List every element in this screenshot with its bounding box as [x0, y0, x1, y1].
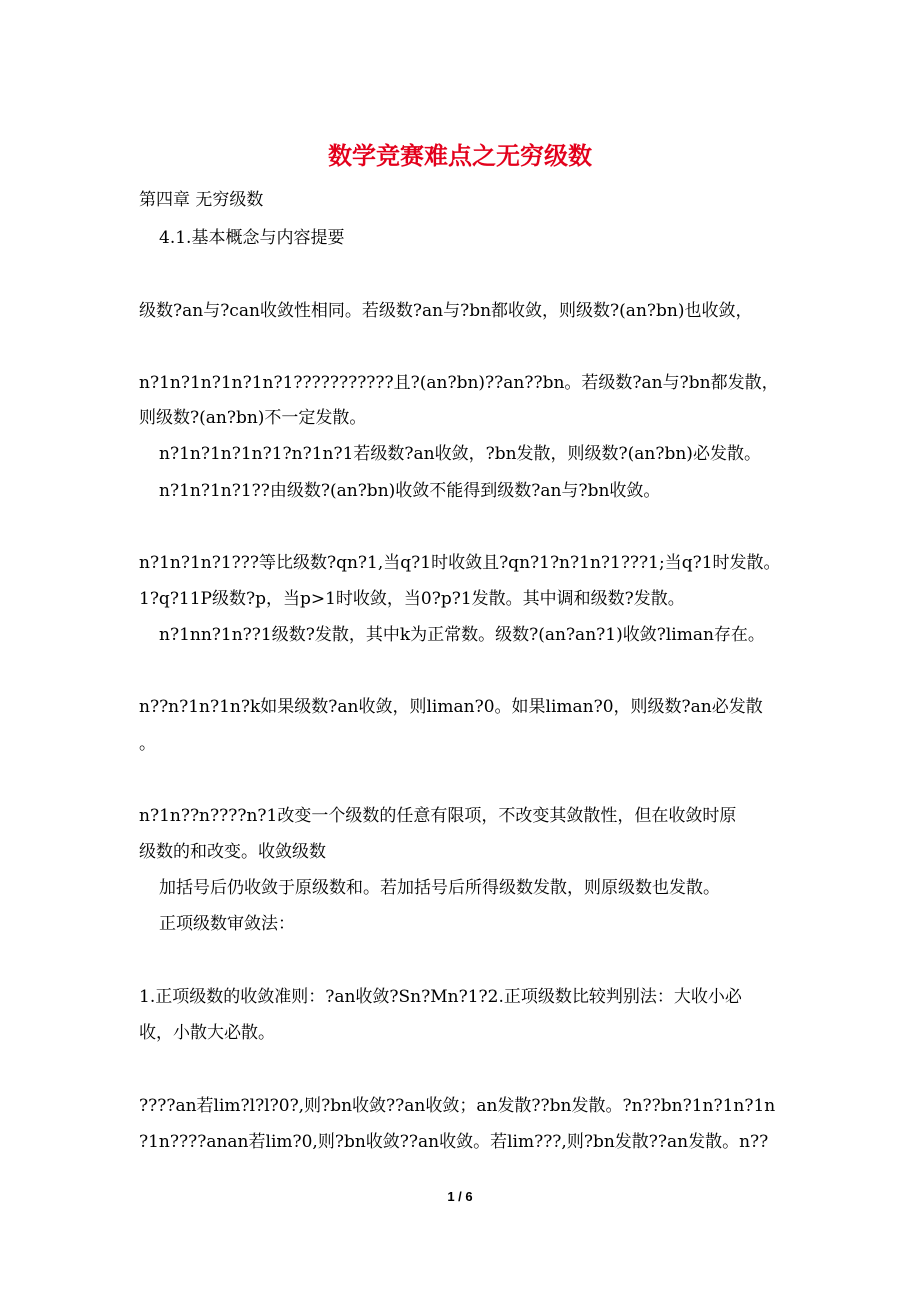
body-line: 。 [139, 734, 156, 754]
body-line: 级数?an与?can收敛性相同。若级数?an与?bn都收敛，则级数?(an?bn)也收敛， [139, 301, 753, 321]
body-line: n?1n?1n?1n?1n?1???????????且?(an?bn)??an??bn。若级数?an与?bn都发散， [139, 373, 779, 393]
body-line: 收，小散大必散。 [139, 1023, 275, 1043]
body-line: 1.正项级数的收敛准则：?an收敛?Sn?Mn?1?2.正项级数比较判别法：大收小必 [139, 987, 742, 1007]
body-line: n?1nn?1n??1级数?发散，其中k为正常数。级数?(an?an?1)收敛?liman存在。 [159, 625, 765, 645]
body-line: 级数的和改变。收敛级数 [139, 842, 326, 862]
chapter-heading: 第四章 无穷级数 [139, 190, 264, 210]
body-line: n?1n?1n?1???等比级数?qn?1,当q?1时收敛且?qn?1?n?1n?1???1;当q?1时发散。 [139, 553, 781, 573]
body-line: ?1n????anan若lim?0,则?bn收敛??an收敛。若lim???,则?bn发散??an发散。n?? [139, 1132, 769, 1152]
body-line: n?1n?1n?1??由级数?(an?bn)收敛不能得到级数?an与?bn收敛。 [159, 481, 661, 501]
body-line: ????an若lim?l?l?0?,则?bn收敛??an收敛；an发散??bn发散。?n??bn?1n?1n?1n [139, 1096, 776, 1116]
body-line: n??n?1n?1n?k如果级数?an收敛，则liman?0。如果liman?0，则级数?an必发散 [139, 697, 763, 717]
section-heading: 4.1.基本概念与内容提要 [159, 228, 345, 248]
body-line: 则级数?(an?bn)不一定发散。 [139, 408, 367, 428]
body-line: 1?q?11P级数?p，当p>1时收敛，当0?p?1发散。其中调和级数?发散。 [139, 589, 685, 609]
body-line: 加括号后仍收敛于原级数和。若加括号后所得级数发散，则原级数也发散。 [159, 878, 720, 898]
document-title: 数学竞赛难点之无穷级数 [328, 141, 592, 170]
page-number: 1 / 6 [447, 1189, 473, 1204]
body-line: 正项级数审敛法： [159, 914, 295, 934]
body-line: n?1n??n????n?1改变一个级数的任意有限项，不改变其敛散性，但在收敛时原 [139, 806, 737, 826]
body-line: n?1n?1n?1n?1?n?1n?1若级数?an收敛，?bn发散，则级数?(an?bn)必发散。 [159, 444, 761, 464]
